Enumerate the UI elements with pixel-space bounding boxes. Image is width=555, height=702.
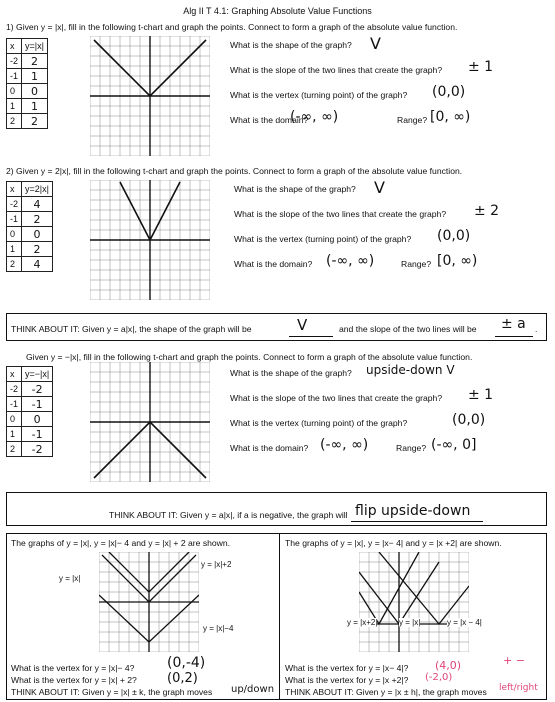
think2-text: THINK ABOUT IT: Given y = a|x|, if a is negative, the graph will <box>109 510 348 520</box>
label-y-abs-x: y = |x| <box>399 618 421 627</box>
panel-divider <box>279 534 280 699</box>
right-sign-note: + − <box>503 654 525 667</box>
t-chart-x: -1 <box>7 212 22 227</box>
t-chart-x: -1 <box>7 69 22 84</box>
left-panel-heading: The graphs of y = |x|, y = |x|− 4 and y = |x| + 2 are shown. <box>11 538 231 548</box>
right-answer-b[interactable]: (-2,0) <box>425 672 453 683</box>
t-chart-y[interactable]: -1 <box>22 397 53 412</box>
q3-t-chart <box>6 366 53 457</box>
t-chart-header-y: y=−|x| <box>22 367 53 382</box>
q1-vertex-question: What is the vertex (turning point) of the graph? <box>230 90 408 100</box>
q1-graph <box>90 36 210 156</box>
q3-domain-question: What is the domain? <box>230 443 309 453</box>
t-chart-y[interactable]: 2 <box>22 212 53 227</box>
q1-shape-answer[interactable]: V <box>370 34 381 53</box>
label-y-abs-x-minus-4: y = |x − 4| <box>447 618 482 627</box>
q3-graph <box>90 362 210 482</box>
q2-slope-question: What is the slope of the two lines that create the graph? <box>234 209 447 219</box>
t-chart-y[interactable]: -1 <box>22 427 53 442</box>
q1-t-chart <box>6 38 48 129</box>
t-chart-x: -2 <box>7 382 22 397</box>
q3-slope-question: What is the slope of the two lines that create the graph? <box>230 393 443 403</box>
t-chart-y[interactable]: 0 <box>22 84 48 99</box>
q2-range-answer[interactable]: [0, ∞) <box>437 253 478 269</box>
q3-shape-question: What is the shape of the graph? <box>230 368 352 378</box>
q3-vertex-answer[interactable]: (0,0) <box>452 412 486 428</box>
curve-y-abs-x-minus-4 <box>379 552 469 624</box>
right-panel-graph <box>359 552 469 652</box>
t-chart-x: 2 <box>7 257 22 272</box>
t-chart-x: 1 <box>7 99 22 114</box>
label-y-abs-x-minus-4: y = |x|−4 <box>203 624 234 633</box>
left-question-a: What is the vertex for y = |x|− 4? <box>11 663 135 673</box>
q2-domain-question: What is the domain? <box>234 259 313 269</box>
t-chart-y[interactable]: 2 <box>22 242 53 257</box>
t-chart-x: 0 <box>7 227 22 242</box>
page-title: Alg II T 4.1: Graphing Absolute Value Functions <box>183 6 372 16</box>
think1-text-end: . <box>535 324 538 334</box>
left-question-b: What is the vertex for y = |x| + 2? <box>11 675 137 685</box>
left-answer-a[interactable]: (0,-4) <box>167 655 206 671</box>
q2-t-chart <box>6 181 53 272</box>
right-think: THINK ABOUT IT: Given y = |x ± h|, the graph moves <box>285 687 487 697</box>
q2-vertex-answer[interactable]: (0,0) <box>437 228 471 244</box>
think1-answer-2[interactable]: ± a <box>501 316 526 332</box>
t-chart-y[interactable]: 0 <box>22 227 53 242</box>
think2-answer[interactable]: flip upside-down <box>355 503 471 519</box>
right-panel-grid-lines <box>359 552 469 652</box>
t-chart-x: -2 <box>7 54 22 69</box>
t-chart-y[interactable]: 2 <box>22 114 48 129</box>
t-chart-y[interactable]: -2 <box>22 382 53 397</box>
think1-text-middle: and the slope of the two lines will be <box>339 324 477 334</box>
q2-slope-answer[interactable]: ± 2 <box>474 203 500 219</box>
q2-domain-answer[interactable]: (-∞, ∞) <box>326 253 375 269</box>
think1-blank-2 <box>495 336 533 337</box>
q2-vertex-question: What is the vertex (turning point) of the graph? <box>234 234 412 244</box>
q2-shape-question: What is the shape of the graph? <box>234 184 356 194</box>
t-chart-header-x: x <box>7 182 22 197</box>
t-chart-x: 2 <box>7 442 22 457</box>
q2-range-question: Range? <box>401 259 432 269</box>
left-think: THINK ABOUT IT: Given y = |x| ± k, the graph moves <box>11 687 213 697</box>
q3-prompt: Given y = −|x|, fill in the following t-chart and graph the points. Connect to form a graph of the absolute value function. <box>26 352 473 362</box>
q3-slope-answer[interactable]: ± 1 <box>468 387 494 403</box>
think2-blank <box>351 521 483 522</box>
t-chart-y[interactable]: 4 <box>22 257 53 272</box>
q1-slope-question: What is the slope of the two lines that create the graph? <box>230 65 443 75</box>
q1-domain-question: What is the domain? <box>230 115 309 125</box>
t-chart-x: -2 <box>7 197 22 212</box>
transformations-panel <box>6 533 547 700</box>
q1-vertex-answer[interactable]: (0,0) <box>432 84 466 100</box>
q1-domain-answer[interactable]: (-∞, ∞) <box>290 109 339 125</box>
left-think-answer[interactable]: up/down <box>231 684 275 695</box>
right-question-a: What is the vertex for y = |x− 4|? <box>285 663 409 673</box>
t-chart-y[interactable]: -2 <box>22 442 53 457</box>
q3-domain-answer[interactable]: (-∞, ∞) <box>320 437 369 453</box>
q1-range-question: Range? <box>397 115 428 125</box>
t-chart-y[interactable]: 1 <box>22 69 48 84</box>
t-chart-header-x: x <box>7 39 22 54</box>
left-answer-b[interactable]: (0,2) <box>167 671 198 686</box>
q3-shape-answer[interactable]: upside-down V <box>366 363 455 377</box>
right-panel-heading: The graphs of y = |x|, y = |x− 4| and y = |x +2| are shown. <box>285 538 502 548</box>
right-answer-a[interactable]: (4,0) <box>435 659 462 672</box>
t-chart-x: 2 <box>7 114 22 129</box>
t-chart-header-y: y=|x| <box>22 39 48 54</box>
t-chart-header-y: y=2|x| <box>22 182 53 197</box>
q3-vertex-question: What is the vertex (turning point) of the graph? <box>230 418 408 428</box>
label-y-abs-x-plus-2: y = |x|+2 <box>201 560 232 569</box>
t-chart-x: 0 <box>7 412 22 427</box>
think1-blank-1 <box>289 336 333 337</box>
t-chart-header-x: x <box>7 367 22 382</box>
q1-slope-answer[interactable]: ± 1 <box>468 59 494 75</box>
q2-shape-answer[interactable]: V <box>374 178 385 197</box>
t-chart-x: 0 <box>7 84 22 99</box>
t-chart-y[interactable]: 1 <box>22 99 48 114</box>
right-question-b: What is the vertex for y = |x +2|? <box>285 675 409 685</box>
think1-text-before: THINK ABOUT IT: Given y = a|x|, the shape of the graph will be <box>11 324 252 334</box>
think-about-it-box-2 <box>6 492 547 526</box>
t-chart-y[interactable]: 2 <box>22 54 48 69</box>
q1-shape-question: What is the shape of the graph? <box>230 40 352 50</box>
think-about-it-box-1 <box>6 313 547 341</box>
think1-answer-1[interactable]: V <box>297 316 308 334</box>
label-y-abs-x: y = |x| <box>59 574 81 583</box>
left-panel-graph <box>99 552 199 652</box>
q2-prompt: 2) Given y = 2|x|, fill in the following t-chart and graph the points. Connect to form a graph of the absolute value function. <box>6 166 463 176</box>
label-y-abs-x-plus-2: y = |x+2| <box>347 618 378 627</box>
q1-range-answer[interactable]: [0, ∞) <box>430 109 471 125</box>
q3-range-question: Range? <box>396 443 427 453</box>
t-chart-x: 1 <box>7 242 22 257</box>
t-chart-y[interactable]: 4 <box>22 197 53 212</box>
t-chart-y[interactable]: 0 <box>22 412 53 427</box>
q2-graph <box>90 180 210 300</box>
right-think-answer[interactable]: left/right <box>499 683 538 693</box>
t-chart-x: 1 <box>7 427 22 442</box>
q1-prompt: 1) Given y = |x|, fill in the following t-chart and graph the points. Connect to form a graph of the absolute value function. <box>6 22 458 32</box>
q3-range-answer[interactable]: (-∞, 0] <box>431 437 477 453</box>
t-chart-x: -1 <box>7 397 22 412</box>
